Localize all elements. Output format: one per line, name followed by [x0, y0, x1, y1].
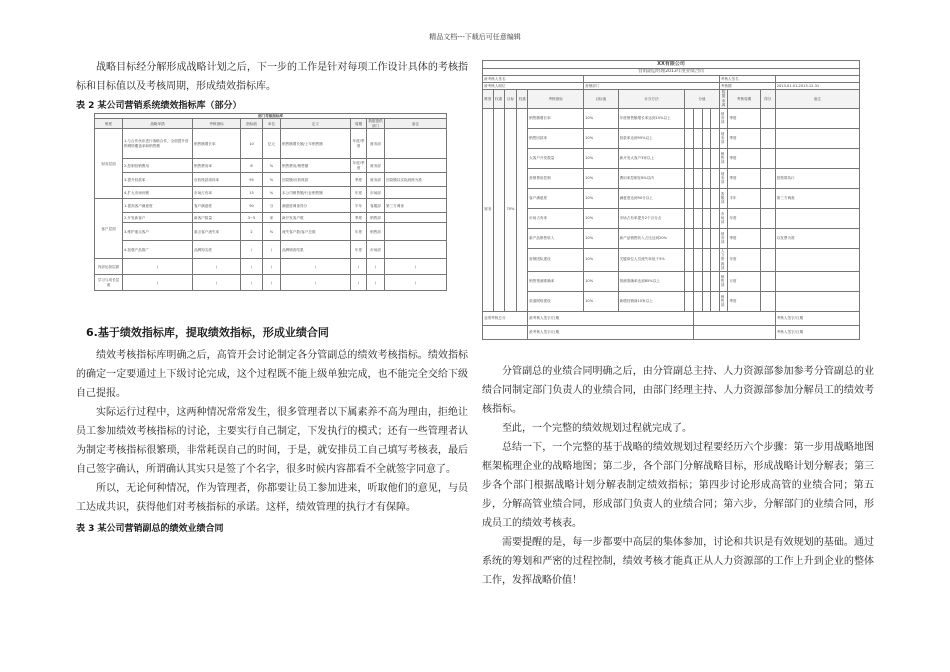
table-cell: 95 [241, 173, 263, 187]
table-cell: 财务部 [367, 129, 385, 159]
contract-header: 权重 [493, 90, 504, 109]
table-cell [385, 213, 447, 223]
contract-cell: 按预算执行 [775, 168, 859, 188]
table-cell: 销售费用/销售额 [281, 159, 351, 173]
paragraph-3: 所以，无论何种情况，作为管理者，你都要让员工参加进来，听取他们的意见，与员工达成共识，获得他们对考核指标的承诺。这样，绩效管理的执行才有保障。 [76, 483, 468, 513]
contract-cell: 季度 [728, 291, 760, 311]
contract-cell [775, 248, 859, 271]
section-6-heading: 6.基于绩效指标库，提取绩效指标，形成业绩合同 [86, 326, 329, 339]
table-cell: 2.控制营销费用 [123, 159, 193, 173]
table-cell: 年度 [351, 223, 367, 241]
header-definition: 定义 [281, 119, 351, 129]
contract-cell: 人力资源部 [719, 248, 728, 271]
contract-cell: 10% [584, 208, 618, 228]
slash-cell: / [241, 259, 263, 275]
contract-cell: 销售预测准确率 [528, 271, 584, 291]
table-cell: 年度 [351, 241, 367, 259]
caption-table-3: 表 3 某公司营销副总的绩效业绩合同 [76, 524, 224, 534]
header-remark: 备注 [385, 119, 447, 129]
contract-header: 数据来源 [719, 90, 728, 109]
table-cell [385, 187, 447, 199]
slash-cell: / [123, 275, 193, 291]
table-cell: 第三方调查 [385, 199, 447, 213]
contract-cell [775, 291, 859, 311]
contract-cell: 季度 [728, 148, 760, 168]
paragraph-1: 绩效考核指标库明确之后，高管开会讨论制定各分管副总的绩效考核指标。绩效指标的确定一定要通过上下级讨论完成，这个过程既不能上级单独完成，也不能完全交给下级自己提报。 [76, 350, 468, 399]
table-cell: 回款额以实际到账为准 [385, 173, 447, 187]
slash-cell: / [263, 275, 281, 291]
table-cell: 新开发客户数 [281, 213, 351, 223]
contract-cell: 新产品销售收入占比达到20% [618, 228, 685, 248]
contract-cell: 季度 [728, 128, 760, 148]
dimension-cell: 财务 [483, 108, 494, 311]
contract-title: 营销副总经理2013年度业绩合同 [483, 69, 860, 76]
table-cell: 4.扩大市场份额 [123, 187, 193, 199]
header-initiative: 战略举措 [123, 119, 193, 129]
contract-cell: 财务部 [719, 128, 728, 148]
dimension-learning: 学习与成长层面 [95, 275, 123, 291]
contract-cell: 客服部 [719, 188, 728, 208]
contract-cell: 10% [584, 128, 618, 148]
contract-cell: 市场占有率 [528, 208, 584, 228]
header-dimension: 维度 [95, 119, 123, 129]
table-cell: 财务部 [367, 159, 385, 173]
header-period: 周期 [351, 119, 367, 129]
table-cell: 3.提升回款率 [123, 173, 193, 187]
contract-cell [775, 271, 859, 291]
contract-cell: 渠道网络建设 [528, 291, 584, 311]
table-cell: 8 [241, 159, 263, 173]
contract-header: 目标值 [584, 90, 618, 109]
contract-cell [775, 128, 859, 148]
weight-cell: 70% [504, 108, 517, 311]
contract-cell: 关键岗位人员流失率低于5% [618, 248, 685, 271]
contract-cell: 10% [584, 148, 618, 168]
table-cell: 1.与合作伙伴进行战略合作，全面提升营销网络覆盖率和销售额 [123, 129, 193, 159]
slash-cell: / [241, 275, 263, 291]
contract-cell: 10% [584, 108, 618, 128]
contract-header: 考核指标 [528, 90, 584, 109]
header-provider: 数据提供部门 [368, 119, 383, 128]
meta-cell: 营销部门 [584, 83, 720, 90]
contract-cell: 预测准确率达到85%以上 [618, 271, 685, 291]
table-cell: 市场占有率 [193, 187, 241, 199]
table-cell: 新客户数量 [193, 213, 241, 223]
contract-cell: 销售部 [719, 148, 728, 168]
table-cell: 品牌调查结果 [281, 241, 351, 259]
contract-cell [775, 148, 859, 168]
table-cell: 2 [241, 223, 263, 241]
table-cell: 家 [263, 213, 281, 223]
table-cell: 半年 [351, 199, 367, 213]
footer-cell: 业绩考核总分 [483, 311, 528, 325]
paragraph-right-4: 需要提醒的是，每一步都要中高层的集体参加，讨论和共识是有效规划的基础。通过系统的筹划和严密的过程控制，绩效考核才能真正从人力资源部的工作上升到企业的整体工作，发挥战略价值！ [482, 537, 874, 586]
contract-cell: 10% [584, 228, 618, 248]
right-column [482, 362, 874, 590]
table-cell: 年度/季度 [351, 159, 367, 173]
table-cell: 4.加强产品推广 [123, 241, 193, 259]
contract-cell: 销售部 [719, 271, 728, 291]
table-cell: 回款额/应收账款 [281, 173, 351, 187]
meta-cell: 2013.01.01-2013.12.31 [775, 83, 859, 90]
contract-cell: 大客户开发数量 [528, 148, 584, 168]
contract-cell: 季度 [728, 108, 760, 128]
footer-cell: 被考核人签字/日期 [528, 325, 694, 339]
contract-cell: 新增经销商10家以上 [618, 291, 685, 311]
footer-cell: 考核人签字/日期 [775, 311, 859, 325]
contract-cell: 财务部 [719, 108, 728, 128]
table-cell: 季度 [351, 213, 367, 223]
slash-cell: / [367, 259, 385, 275]
slash-cell: / [385, 259, 447, 275]
contract-cell: 销售额增长率 [528, 108, 584, 128]
table-cell: 销售部 [367, 213, 385, 223]
blank-cell [493, 108, 504, 311]
table-cell: 流失客户数/客户总数 [281, 223, 351, 241]
contract-cell [775, 208, 859, 228]
contract-header: 目标 [504, 90, 517, 109]
contract-header: 维度 [483, 90, 494, 109]
slash-cell: / [367, 275, 385, 291]
table-cell: 亿元 [263, 129, 281, 159]
contract-cell: 10% [584, 168, 618, 188]
contract-cell: 满意度达到90分以上 [618, 188, 685, 208]
slash-cell: / [193, 259, 241, 275]
header-indicator: 考核指标 [193, 119, 241, 129]
table-cell: 销售费用率 [193, 159, 241, 173]
paragraph-right-1: 分管副总的业绩合同明确之后，由分管副总主持、人力资源部参加参考分管副总的业绩合同制定部门负责人的业绩合同，由部门经理主持、人力资源部参加分解员工的绩效考核指标。 [482, 366, 874, 415]
contract-header: 备注 [775, 90, 859, 109]
left-column [76, 58, 468, 111]
footer-cell: 考核人签字/日期 [775, 325, 859, 339]
table-cell: 重点客户流失率 [193, 223, 241, 241]
table-cell: 应收账款周转率 [193, 173, 241, 187]
header-unit: 单位 [263, 119, 281, 129]
header-value: 指标值 [241, 119, 263, 129]
table-3-container [482, 60, 874, 340]
table-cell [385, 223, 447, 241]
table-cell: 年度 [351, 187, 367, 199]
contract-cell: 季度 [728, 228, 760, 248]
slash-cell: / [281, 259, 351, 275]
contract-header: 分值 [685, 90, 719, 109]
contract-cell: 销售部 [719, 291, 728, 311]
table-cell: % [263, 173, 281, 187]
table-cell: 季度 [351, 173, 367, 187]
table-cell: % [263, 187, 281, 199]
table-cell: 15 [241, 187, 263, 199]
contract-header: 计分方法 [618, 90, 685, 109]
page-header: 精品文档---下载后可任意编辑 [429, 33, 521, 41]
table-cell: 3~5 [241, 213, 263, 223]
contract-cell: 10% [584, 188, 618, 208]
table-cell: 财务部 [367, 173, 385, 187]
table-cell: 3.维护重点客户 [123, 223, 193, 241]
meta-cell: 被考核人职位 [483, 83, 584, 90]
contract-company: XX有限公司 [483, 61, 860, 69]
contract-header: 得分 [760, 90, 775, 109]
meta-cell: 被考核人签名 [483, 76, 584, 83]
table-cell: 1.提高客户满意度 [123, 199, 193, 213]
indicator-library-table [94, 113, 447, 291]
dimension-customer: 客户层面 [95, 199, 123, 259]
contract-cell: 销售回款率 [528, 128, 584, 148]
slash-cell: / [385, 275, 447, 291]
table-cell [385, 159, 447, 173]
contract-cell: 月度 [728, 271, 760, 291]
paragraph-intro: 战略目标经分解形成战略计划之后，下一步的工作是针对每项工作设计具体的考核指标和目标值以及考核周期，形成绩效指标库。 [76, 62, 468, 92]
slash-cell: / [281, 275, 351, 291]
paragraph-right-2: 至此，一个完整的绩效规划过程就完成了。 [502, 423, 692, 434]
contract-cell: 市场占有率提升2个百分点 [618, 208, 685, 228]
table-cell: % [263, 223, 281, 241]
table-cell: 销售额增长率 [193, 129, 241, 159]
contract-cell: 以发票为准 [775, 228, 859, 248]
slash-cell: / [193, 275, 241, 291]
meta-cell [775, 76, 859, 83]
footer-cell: 被考核人签字/日期 [528, 311, 694, 325]
contract-cell: 新产品销售收入 [528, 228, 584, 248]
contract-cell: 第三方调查 [775, 188, 859, 208]
table-cell: 销售部 [367, 223, 385, 241]
contract-cell: 财务部 [719, 168, 728, 188]
meta-cell: 考核期 [719, 83, 775, 90]
contract-cell: 营销费用控制 [528, 168, 584, 188]
table-cell: 10 [241, 129, 263, 159]
dimension-finance: 财务层面 [95, 129, 123, 199]
slash-cell: / [123, 259, 193, 275]
left-column-lower [76, 324, 468, 534]
meta-cell [584, 76, 720, 83]
contract-header: 权重 [517, 90, 528, 109]
table-cell [385, 241, 447, 259]
caption-table-2: 表 2 某公司营销系统绩效指标库（部分） [76, 101, 242, 111]
performance-contract-table [482, 60, 860, 340]
table-cell: 市场部 [367, 241, 385, 259]
blank-cell [517, 108, 528, 311]
contract-cell: 10% [584, 271, 618, 291]
table-cell: 满意度调查得分 [281, 199, 351, 213]
table-cell: 客户满意度 [193, 199, 241, 213]
table-cell: 分 [263, 199, 281, 213]
contract-cell: 年度 [728, 208, 760, 228]
contract-cell: 费用率控制在8%以内 [618, 168, 685, 188]
meta-cell: 考核人签名 [719, 76, 775, 83]
contract-cell: 新开发大客户3家以上 [618, 148, 685, 168]
table-2-title: 部门考核指标库 [95, 114, 447, 119]
contract-header: 考核周期 [728, 90, 760, 109]
contract-cell: 10% [584, 291, 618, 311]
table-cell: 客服部 [367, 199, 385, 213]
slash-cell: / [351, 275, 367, 291]
table-cell: 品牌知名度 [193, 241, 241, 259]
table-cell: 年度/季度 [351, 129, 367, 159]
contract-cell: 年度 [728, 248, 760, 271]
table-cell: / [263, 241, 281, 259]
contract-cell: 季度 [728, 168, 760, 188]
dimension-internal: 内部运营层面 [95, 259, 123, 275]
contract-cell: 客户满意度 [528, 188, 584, 208]
table-cell: 本公司销售额/行业销售额 [281, 187, 351, 199]
table-cell: / [241, 241, 263, 259]
paragraph-right-3: 总结一下，一个完整的基于战略的绩效规划过程要经历六个步骤：第一步用战略地图框架梳理企业的战略地图；第二步，各个部门分解战略目标，形成战略计划分解表；第三步各个部门根据战略计划分解表制定绩效指标；第四步讨论形成高管的业绩合同；第五步，分解高管业绩合同，形成部门负责人的业绩合同；第六步，分解部门的业绩合同，形成员工的绩效考核表。 [482, 442, 874, 529]
contract-cell: 10% [584, 248, 618, 271]
table-cell: 市场部 [367, 187, 385, 199]
table-cell: % [263, 159, 281, 173]
contract-cell: 回款率达到95%以上 [618, 128, 685, 148]
contract-cell: 年度销售额增长率达到15%以上 [618, 108, 685, 128]
contract-cell: 市场部 [719, 208, 728, 228]
slash-cell: / [263, 259, 281, 275]
paragraph-2: 实际运行过程中，这两种情况常常发生，很多管理者以下属素养不高为理由，拒绝让员工参加绩效考核指标的讨论，主要实行自己制定，下发执行的模式；还有一些管理者认为制定考核指标很繁琐，非常耗误自己的时间，于是，就安排员工自己填写考核表，最后自己签字确认，所谓确认其实只是签了个名字，很多时候内容都看不全就签字同意了。 [76, 407, 468, 475]
contract-cell: 财务部 [719, 228, 728, 248]
table-cell: 销售额增长额/上年销售额 [281, 129, 351, 159]
table-2-container [76, 113, 468, 309]
table-cell [385, 129, 447, 159]
table-cell: 2.开发新客户 [123, 213, 193, 223]
contract-cell: 半年 [728, 188, 760, 208]
slash-cell: / [351, 259, 367, 275]
table-cell: 90 [241, 199, 263, 213]
contract-cell: 营销团队建设 [528, 248, 584, 271]
contract-cell [775, 108, 859, 128]
